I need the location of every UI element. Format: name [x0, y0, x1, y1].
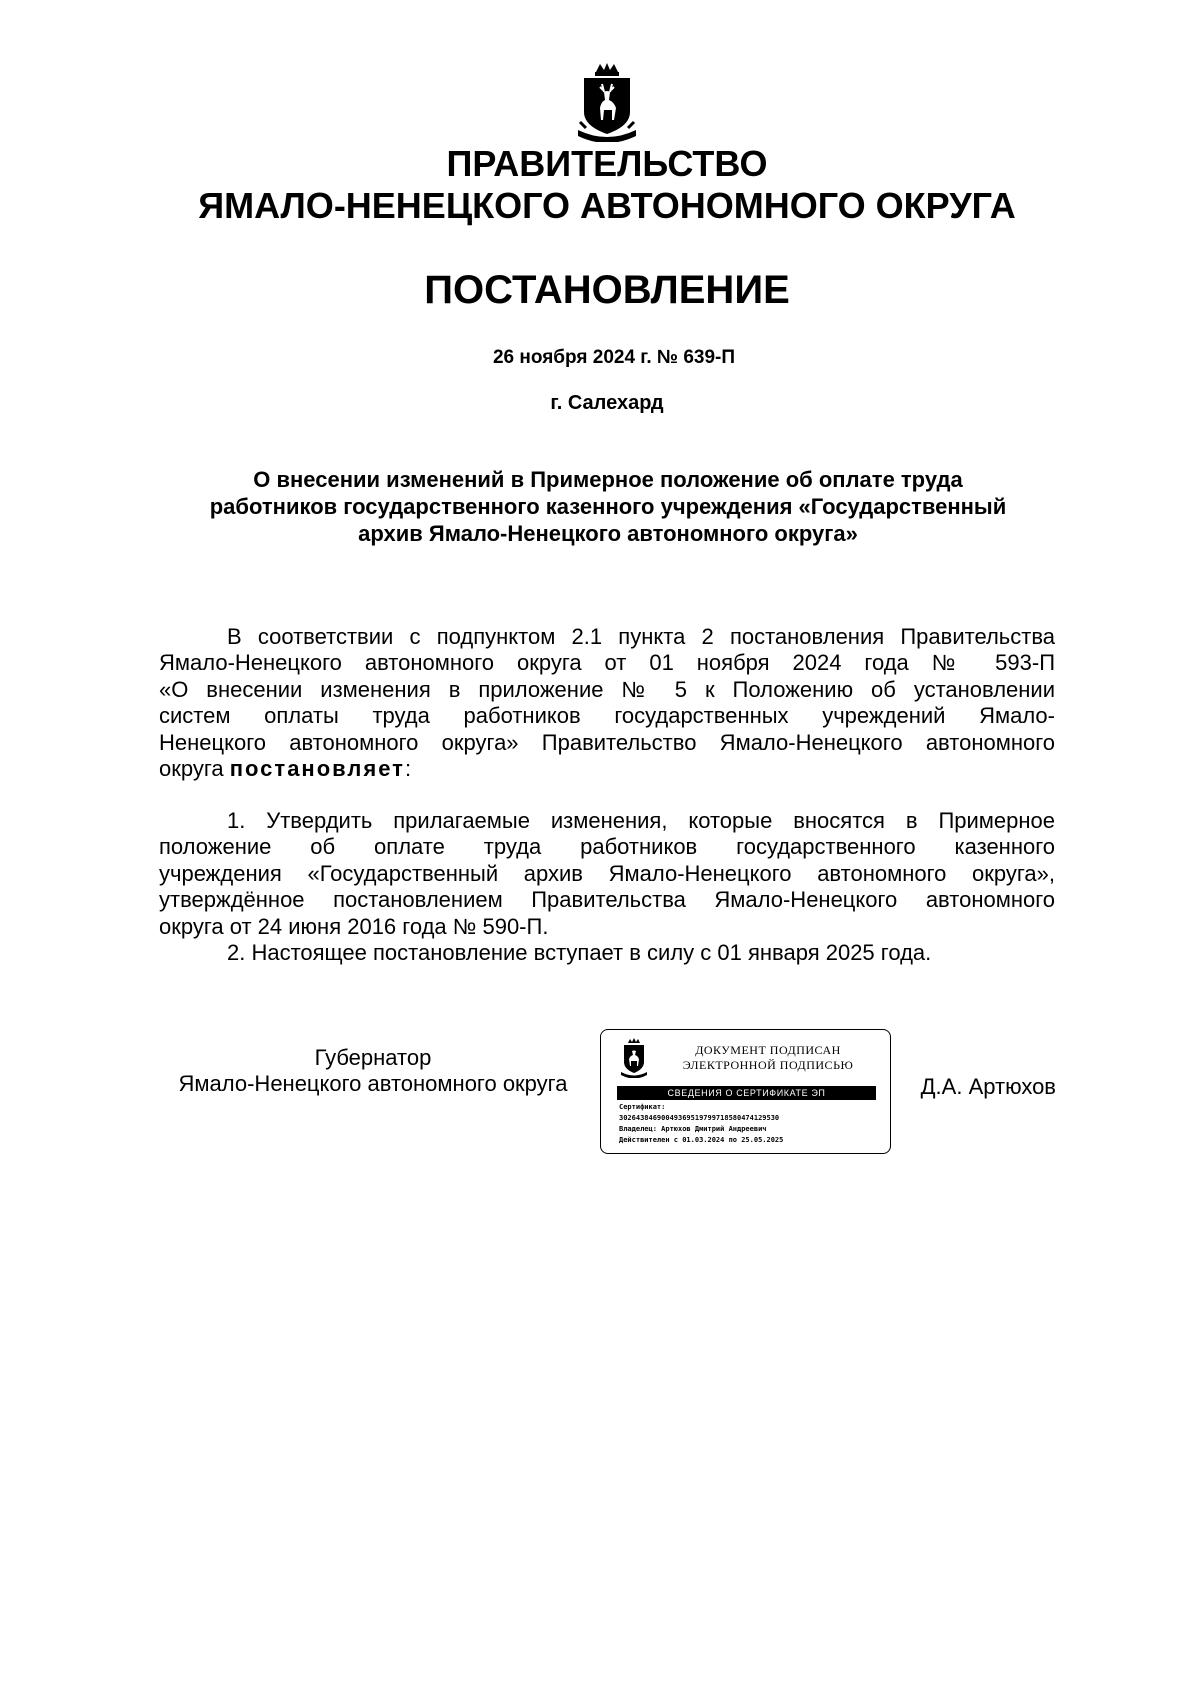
document-type-title: ПОСТАНОВЛЕНИЕ [424, 268, 790, 312]
paragraph-line: утверждённое постановлением Правительства Ямало-Ненецкого автономного [159, 887, 1055, 913]
paragraph-line: положение об оплате труда работников государственного казенного [159, 834, 1055, 860]
stamp-heading-line-2: ЭЛЕКТРОННОЙ ПОДПИСЬЮ [682, 1058, 854, 1072]
certificate-label: Сертификат: [619, 1103, 666, 1111]
stamp-heading-line-1: ДОКУМЕНТ ПОДПИСАН [695, 1043, 841, 1057]
coat-of-arms-emblem [574, 62, 640, 142]
certificate-number: 30264384690049369519799718580474129530 [619, 1114, 780, 1122]
item-2-paragraph [159, 940, 1055, 966]
stamp-certificate-details [619, 1102, 881, 1146]
paragraph-line-prefix: округа [159, 756, 230, 782]
signer-position [158, 1045, 588, 1098]
paragraph-line: Ненецкого автономного округа» Правительство Ямало-Ненецкого автономного [159, 729, 1055, 755]
subject-line: О внесении изменений в Примерное положение об оплате труда [253, 467, 963, 492]
paragraph-line: Ямало-Ненецкого автономного округа от 01 ноября 2024 года № 593-П [159, 650, 1055, 676]
stamp-certificate-bar: СВЕДЕНИЯ О СЕРТИФИКАТЕ ЭП [617, 1086, 876, 1100]
stamp-heading [663, 1043, 873, 1073]
resolves-keyword: постановляет [229, 756, 405, 782]
paragraph-line: В соответствии с подпунктом 2.1 пункта 2 постановления Правительства [227, 624, 1055, 649]
paragraph-line: 1. Утвердить прилагаемые изменения, которые вносятся в Примерное [227, 808, 1055, 833]
paragraph-line [159, 756, 1055, 782]
paragraph-line-suffix: : [404, 756, 412, 782]
certificate-validity: Действителен с 01.03.2024 по 25.05.2025 [619, 1136, 784, 1144]
signer-position-line-1: Губернатор [314, 1045, 432, 1070]
item-1-paragraph [159, 808, 1055, 940]
organization-title-line-2: ЯМАЛО-НЕНЕЦКОГО АВТОНОМНОГО ОКРУГА [198, 185, 1016, 226]
signer-position-line-2: Ямало-Ненецкого автономного округа [178, 1071, 568, 1097]
signer-name: Д.А. Артюхов [920, 1074, 1056, 1099]
document-city: г. Салехард [550, 392, 664, 414]
paragraph-line: 2. Настоящее постановление вступает в силу с 01 января 2025 года. [227, 940, 932, 965]
document-date-number: 26 ноября 2024 г. № 639-П [492, 347, 736, 368]
paragraph-line: систем оплаты труда работников государственных учреждений Ямало- [159, 703, 1055, 729]
subject-line: архив Ямало-Ненецкого автономного округа» [358, 521, 858, 546]
organization-title-line-1: ПРАВИТЕЛЬСТВО [446, 143, 768, 184]
certificate-owner: Владелец: Артюхов Дмитрий Андреевич [619, 1125, 767, 1133]
paragraph-line: учреждения «Государственный архив Ямало-Ненецкого автономного округа», [159, 860, 1055, 886]
subject-line: работников государственного казенного учреждения «Государственный [209, 494, 1007, 519]
preamble-paragraph [159, 624, 1055, 782]
electronic-signature-stamp [600, 1029, 891, 1154]
document-subject [160, 466, 1056, 547]
paragraph-line: округа от 24 июня 2016 года № 590-П. [159, 913, 549, 939]
paragraph-line: «О внесении изменения в приложение № 5 к Положению об установлении [159, 676, 1055, 702]
coat-of-arms-small-icon [619, 1038, 649, 1078]
